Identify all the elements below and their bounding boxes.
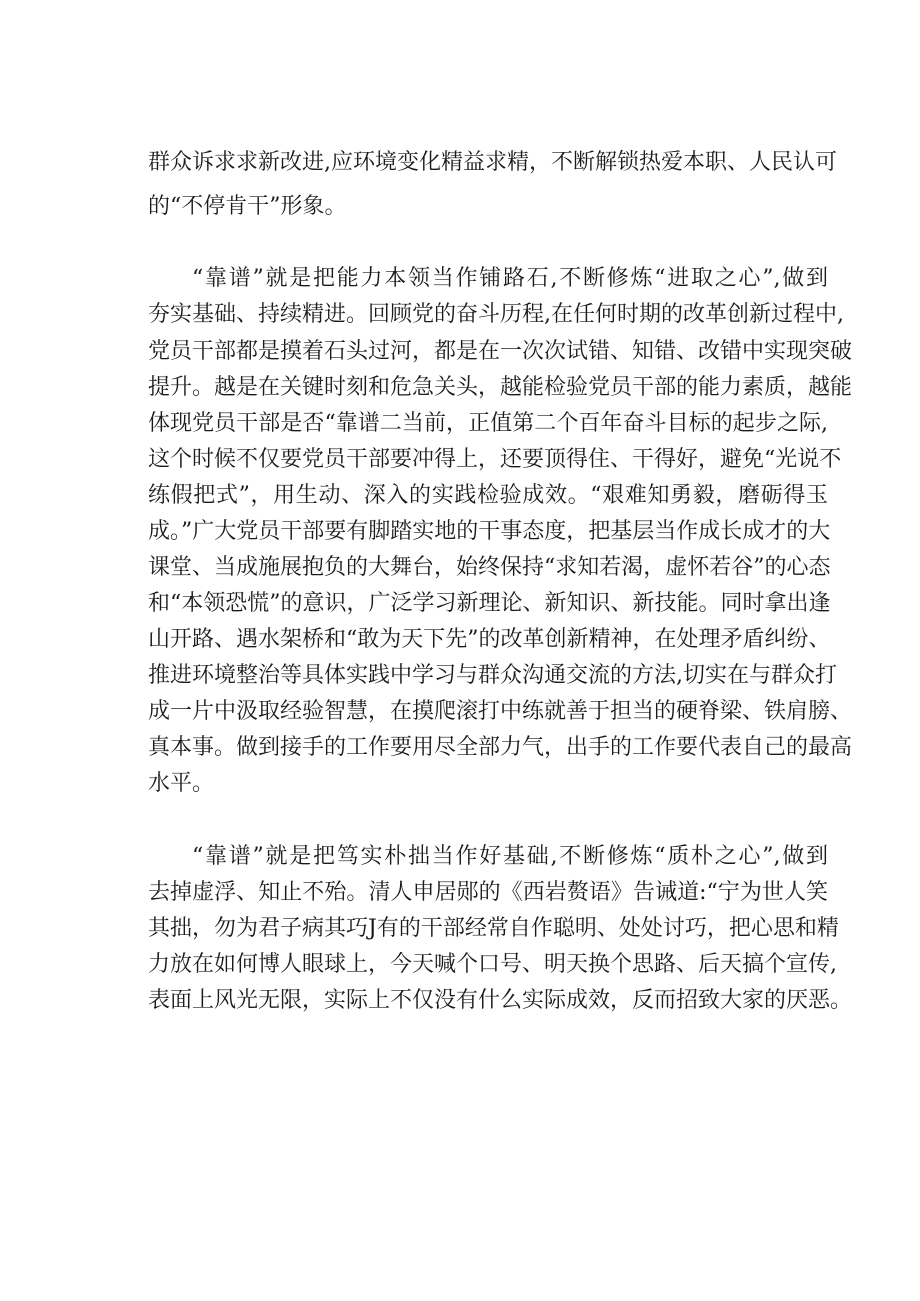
text-line: 推进环境整治等具体实践中学习与群众沟通交流的方法,切实在与群众打 bbox=[148, 663, 837, 688]
text-line: 力放在如何博人眼球上，今天喊个口号、明天换个思路、后天搞个宣传, bbox=[148, 952, 837, 977]
text-line: 其拙，勿为君子病其巧J有的干部经常自作聪明、处处讨巧，把心思和精 bbox=[148, 916, 839, 941]
text-line: 群众诉求求新改进,应环境变化精益求精，不断解锁热爱本职、人民认可 bbox=[148, 150, 837, 175]
text-line: 这个时候不仅要党员干部要冲得上，还要顶得住、干得好，避免“光说不 bbox=[148, 447, 842, 472]
text-line: 党员干部都是摸着石头过河，都是在一次次试错、知错、改错中实现突破 bbox=[148, 339, 853, 364]
text-line: 体现党员干部是否“靠谱二当前，正值第二个百年奋斗目标的起步之际, bbox=[148, 411, 828, 436]
text-line: 夯实基础、持续精进。回顾党的奋斗历程,在任何时期的改革创新过程中, bbox=[148, 302, 844, 327]
text-line: 成一片中汲取经验智慧，在摸爬滚打中练就善于担当的硬脊梁、铁肩膀、 bbox=[148, 699, 853, 724]
text-line: 去掉虚浮、知止不殆。清人申居郧的《西岩赘语》告诫道:“宁为世人笑 bbox=[148, 880, 828, 905]
text-line: 的“不停肯干”形象。 bbox=[148, 194, 347, 219]
text-line: 山开路、遇水架桥和“敢为天下先”的改革创新精神，在处理矛盾纠纷、 bbox=[148, 627, 831, 652]
paragraph-first-line: “靠谱”就是把能力本领当作铺路石,不断修炼“进取之心”,做到 bbox=[192, 266, 828, 291]
text-line: 和“本领恐慌”的意识，广泛学习新理论、新知识、新技能。同时拿出逢 bbox=[148, 591, 831, 616]
text-line: 真本事。做到接手的工作要用尽全部力气，出手的工作要代表自己的最高 bbox=[148, 735, 853, 760]
text-line: 成。”广大党员干部要有脚踏实地的干事态度，把基层当作成长成才的大 bbox=[148, 519, 831, 544]
text-line: 表面上风光无限，实际上不仅没有什么实际成效，反而招致大家的厌恶。 bbox=[148, 988, 853, 1013]
text-line: 课堂、当成施展抱负的大舞台，始终保持“求知若渴，虚怀若谷”的心态 bbox=[148, 555, 831, 580]
text-line: 水平。 bbox=[148, 771, 215, 796]
text-line: 练假把式”，用生动、深入的实践检验成效。“艰难知勇毅，磨砺得玉 bbox=[148, 483, 828, 508]
text-line: 提升。越是在关键时刻和危急关头，越能检验党员干部的能力素质，越能 bbox=[148, 375, 853, 400]
paragraph-first-line: “靠谱”就是把笃实朴拙当作好基础,不断修炼“质朴之心”,做到 bbox=[192, 844, 828, 869]
